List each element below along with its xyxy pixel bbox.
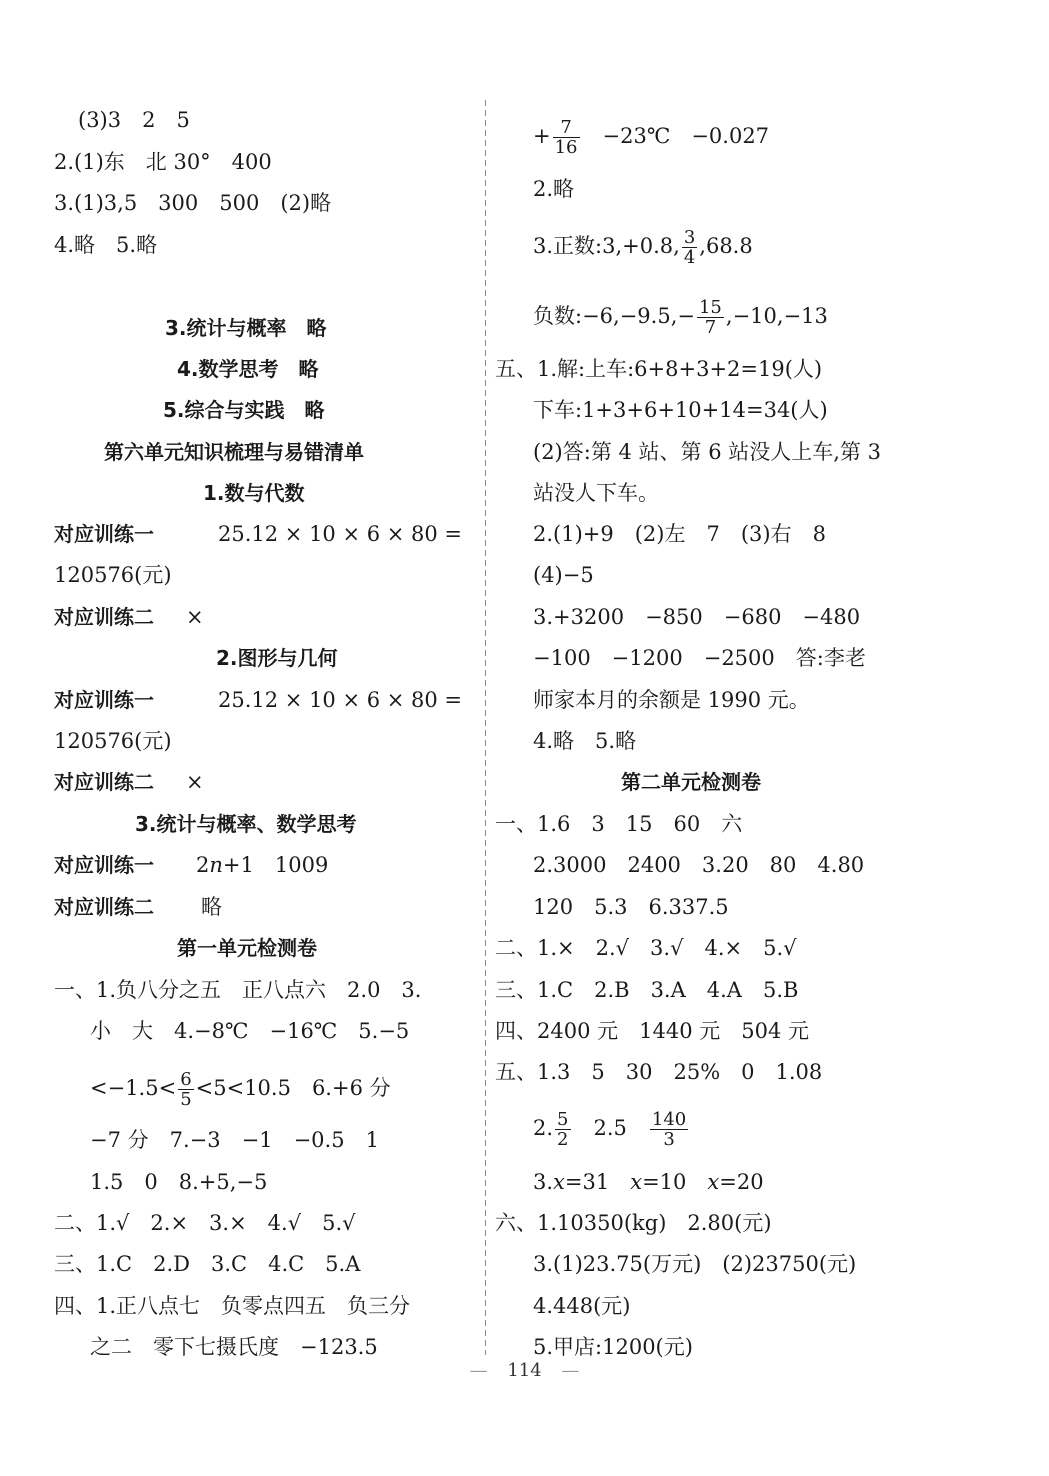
section-heading: 1.数与代数	[203, 481, 305, 505]
training-answer: 120576(元)	[54, 729, 172, 753]
section-heading: 5.综合与实践 略	[163, 398, 325, 422]
answer-line: (4)−5	[533, 563, 594, 587]
page-number: 114	[507, 1360, 542, 1381]
test-heading: 第一单元检测卷	[177, 936, 317, 960]
training-label: 对应训练一	[54, 688, 154, 712]
answer-line: 120 5.3 6.337.5	[533, 895, 729, 919]
footer-dash: —	[469, 1360, 488, 1381]
answer-line: 五、1.3 5 30 25% 0 1.08	[495, 1060, 823, 1084]
answer-line: 师家本月的余额是 1990 元。	[533, 688, 810, 712]
answer-line: 2.3000 2400 3.20 80 4.80	[533, 853, 865, 877]
answer-line: 4.略 5.略	[533, 729, 637, 753]
training-label: 对应训练一	[54, 853, 154, 877]
answer-line: <−1.5< $\frac{6}{5}$ <5<10.5 6.+6 分	[90, 1069, 391, 1110]
answer-line: −100 −1200 −2500 答:李老	[533, 646, 866, 670]
answer-line: 3.(1)23.75(万元) (2)23750(元)	[533, 1252, 857, 1276]
answer-line: −7 分 7.−3 −1 −0.5 1	[90, 1128, 379, 1152]
test-heading: 第二单元检测卷	[621, 770, 761, 794]
answer-line: (3)3 2 5	[78, 108, 190, 132]
answer-line: 3.x=31 x=10 x=20	[533, 1170, 764, 1194]
answer-line: 二、1.√ 2.× 3.× 4.√ 5.√	[54, 1211, 356, 1235]
answer-line: 4.448(元)	[533, 1294, 631, 1318]
training-answer: 25.12 × 10 × 6 × 80 =	[218, 688, 463, 712]
answer-line: 1.5 0 8.+5,−5	[90, 1170, 268, 1194]
training-answer: 25.12 × 10 × 6 × 80 =	[218, 522, 463, 546]
training-answer: 略	[201, 895, 222, 919]
answer-line: 二、1.× 2.√ 3.√ 4.× 5.√	[495, 936, 797, 960]
answer-line: 5.甲店:1200(元)	[533, 1335, 693, 1359]
answer-line: 站没人下车。	[533, 481, 659, 505]
section-heading: 3.统计与概率 略	[165, 316, 327, 340]
answer-line: 2.(1)+9 (2)左 7 (3)右 8	[533, 522, 826, 546]
answer-line: 六、1.10350(kg) 2.80(元)	[495, 1211, 772, 1235]
answer-line: (2)答:第 4 站、第 6 站没人上车,第 3	[533, 440, 881, 464]
training-label: 对应训练一	[54, 522, 154, 546]
training-label: 对应训练二	[54, 605, 154, 629]
answer-line: 负数:−6,−9.5,− $\frac{15}{7}$ ,−10,−13	[533, 297, 828, 338]
answer-line: 3.+3200 −850 −680 −480	[533, 605, 861, 629]
section-heading: 3.统计与概率、数学思考	[135, 812, 357, 836]
training-answer: ×	[186, 770, 204, 794]
answer-line: 五、1.解:上车:6+8+3+2=19(人)	[495, 357, 823, 381]
answer-line: 三、1.C 2.D 3.C 4.C 5.A	[54, 1252, 361, 1276]
answer-line: 下车:1+3+6+10+14=34(人)	[533, 398, 828, 422]
answer-line: 一、1.负八分之五 正八点六 2.0 3.	[54, 978, 422, 1002]
section-heading: 2.图形与几何	[216, 646, 338, 670]
answer-line: 四、1.正八点七 负零点四五 负三分	[54, 1294, 411, 1318]
answer-line: 三、1.C 2.B 3.A 4.A 5.B	[495, 978, 799, 1002]
answer-line: 3.正数:3,+0.8, $\frac{3}{4}$ ,68.8	[533, 227, 753, 268]
answer-line: 之二 零下七摄氏度 −123.5	[90, 1335, 378, 1359]
answer-line: 4.略 5.略	[54, 233, 158, 257]
answer-line: 一、1.6 3 15 60 六	[495, 812, 743, 836]
answer-line: 2. $\frac{5}{2}$ 2.5 $\frac{140}{3}$	[533, 1109, 687, 1150]
training-label: 对应训练二	[54, 770, 154, 794]
page-footer	[0, 1360, 1049, 1381]
answer-line: + $\frac{7}{16}$ −23℃ −0.027	[533, 117, 770, 158]
training-answer: 2n+1 1009	[196, 853, 329, 877]
answer-line: 2.(1)东 北 30° 400	[54, 150, 272, 174]
training-answer: 120576(元)	[54, 563, 172, 587]
answer-line: 2.略	[533, 177, 575, 201]
answer-line: 四、2400 元 1440 元 504 元	[495, 1019, 809, 1043]
answer-line: 小 大 4.−8℃ −16℃ 5.−5	[90, 1019, 410, 1043]
column-divider	[485, 100, 486, 1355]
unit-heading: 第六单元知识梳理与易错清单	[104, 440, 364, 464]
training-label: 对应训练二	[54, 895, 154, 919]
training-answer: ×	[186, 605, 204, 629]
answer-line: 3.(1)3,5 300 500 (2)略	[54, 191, 332, 215]
section-heading: 4.数学思考 略	[177, 357, 319, 381]
footer-dash: —	[561, 1360, 580, 1381]
